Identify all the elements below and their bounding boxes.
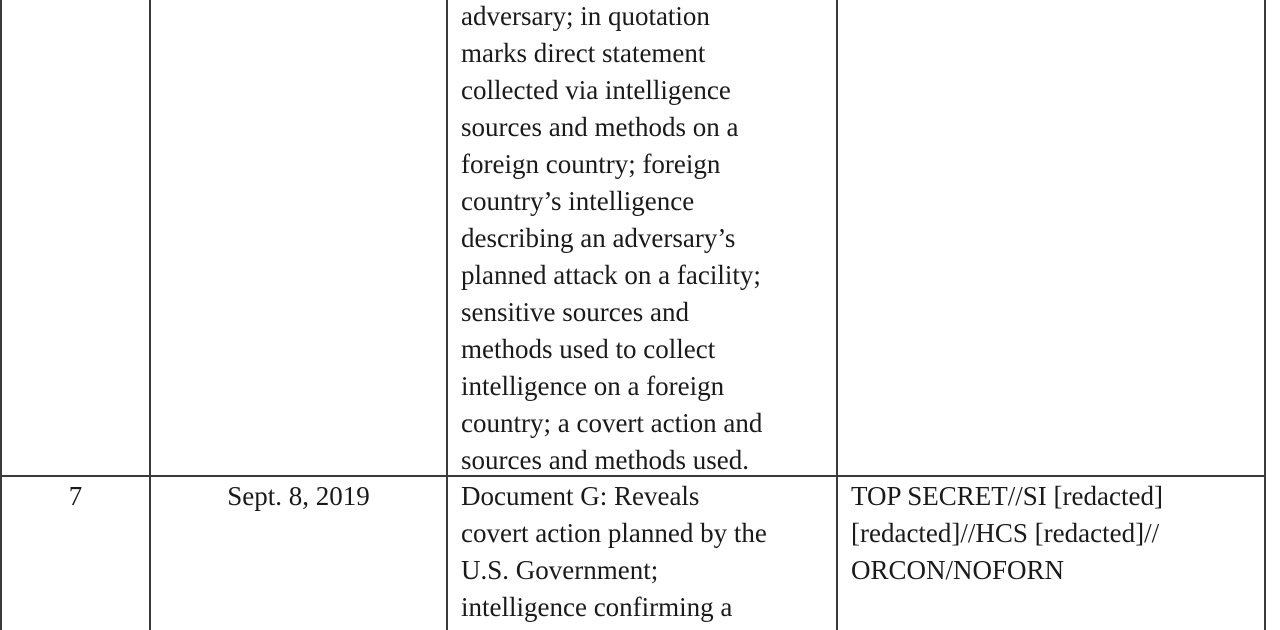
- description-cell: adversary; in quotation marks direct statement collected via intelligence sources and methods on a foreign country; foreign country’s intelligence describing an adversary’s planned attack on a facility; sensitive sources and methods used to collect intelligence on a foreign country; a covert action and sources and methods used.: [461, 1, 763, 475]
- column-divider-3: [836, 0, 838, 630]
- classification-cell: TOP SECRET//SI [redacted] [redacted]//HCS [redacted]// ORCON/NOFORN: [851, 481, 1163, 585]
- date-cell: Sept. 8, 2019: [227, 481, 370, 511]
- description-cell: Document G: Reveals covert action planned by the U.S. Government; intelligence confirming a: [461, 481, 767, 622]
- row-number-cell: 7: [68, 481, 83, 511]
- table-border-left: [0, 0, 2, 630]
- column-divider-2: [446, 0, 448, 630]
- table-border-right: [1264, 0, 1266, 630]
- column-divider-1: [149, 0, 151, 630]
